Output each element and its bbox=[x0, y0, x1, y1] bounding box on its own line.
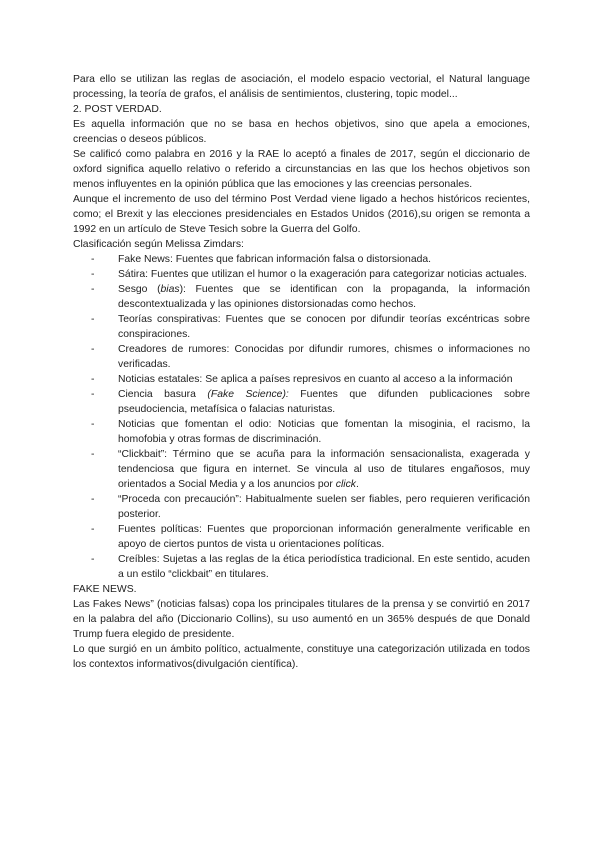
list-item-text: Fuentes políticas: Fuentes que proporcionan información generalmente verificable en apoyo de ciertos puntos de vista u orientaciones políticas. bbox=[118, 524, 530, 550]
list-item-text: Teorías conspirativas: Fuentes que se conocen por difundir teorías excéntricas sobre conspiraciones. bbox=[118, 314, 530, 340]
list-item bbox=[73, 522, 530, 552]
section-heading-post-verdad: 2. POST VERDAD. bbox=[73, 104, 162, 115]
fake-news-paragraph-1: Las Fakes News” (noticias falsas) copa los principales titulares de la prensa y se convirtió en 2017 en la palabra del año (Diccionario Collins), su uso aumentó en un 365% después de que Donald Trump fuera elegido de presidente. bbox=[73, 599, 530, 640]
list-item bbox=[73, 252, 530, 267]
list-item-text: Sesgo ( bbox=[118, 284, 161, 295]
post-verdad-history: Aunque el incremento de uso del término Post Verdad viene ligado a hechos históricos recientes, como; el Brexit y las elecciones presidenciales en Estados Unidos (2016),su origen se remonta a 1992 en un artículo de Steve Tesich sobre la Guerra del Golfo. bbox=[73, 194, 530, 235]
list-item-text: Noticias estatales: Se aplica a países represivos en cuanto al acceso a la información bbox=[118, 374, 513, 385]
list-dash: - bbox=[91, 269, 95, 280]
list-item-italic: click bbox=[335, 479, 356, 490]
list-dash: - bbox=[91, 254, 95, 265]
list-item-text: Ciencia basura bbox=[118, 389, 208, 400]
list-item-text: Noticias que fomentan el odio: Noticias que fomentan la misoginia, el racismo, la homofobia y otras formas de discriminación. bbox=[118, 419, 530, 445]
section-heading-fake-news: FAKE NEWS. bbox=[73, 584, 137, 595]
post-verdad-definition: Es aquella información que no se basa en hechos objetivos, sino que apela a emociones, creencias o deseos públicos. bbox=[73, 119, 530, 145]
list-item bbox=[73, 267, 530, 282]
list-item-text: ): Fuentes que se identifican con la propaganda, la información descontextualizada y las opiniones distorsionadas como hechos. bbox=[118, 284, 530, 310]
list-dash: - bbox=[91, 494, 95, 505]
classification-intro: Clasificación según Melissa Zimdars: bbox=[73, 239, 244, 250]
list-item-text: . bbox=[355, 479, 359, 490]
fake-news-paragraph-2: Lo que surgió en un ámbito político, actualmente, constituye una categorización utilizada en todos los contextos informativos(divulgación científica). bbox=[73, 644, 530, 670]
list-item-text: Fuentes que difunden publicaciones sobre pseudociencia, metafísica o falacias naturistas. bbox=[118, 389, 530, 415]
list-item bbox=[73, 372, 530, 387]
list-item-italic: bias bbox=[160, 284, 180, 295]
list-item-text: Creadores de rumores: Conocidas por difundir rumores, chismes o informaciones no verificadas. bbox=[118, 344, 530, 370]
intro-paragraph: Para ello se utilizan las reglas de asociación, el modelo espacio vectorial, el Natural language processing, la teoría de grafos, el análisis de sentimientos, clustering, topic model... bbox=[73, 74, 530, 100]
list-dash: - bbox=[91, 314, 95, 325]
list-dash: - bbox=[91, 344, 95, 355]
list-item bbox=[73, 312, 530, 342]
list-item bbox=[73, 447, 530, 492]
classification-list bbox=[73, 252, 530, 582]
list-dash: - bbox=[91, 554, 95, 565]
list-item-text: “Clickbait”: Término que se acuña para la información sensacionalista, exagerada y tendenciosa que figura en internet. Se vincula al uso de titulares engañosos, muy orientados a Social Media y a los anuncios por bbox=[118, 449, 530, 490]
list-item bbox=[73, 342, 530, 372]
list-dash: - bbox=[91, 449, 95, 460]
list-item bbox=[73, 387, 530, 417]
list-dash: - bbox=[91, 374, 95, 385]
list-item-text: “Proceda con precaución”: Habitualmente suelen ser fiables, pero requieren verificación posterior. bbox=[118, 494, 530, 520]
post-verdad-origin-rae: Se calificó como palabra en 2016 y la RAE lo aceptó a finales de 2017, según el diccionario de oxford significa aquello relativo o referido a circunstancias en las que los hechos objetivos son menos influyentes en la opinión pública que las emociones y las creencias personales. bbox=[73, 149, 530, 190]
list-item bbox=[73, 417, 530, 447]
list-dash: - bbox=[91, 419, 95, 430]
list-item bbox=[73, 552, 530, 582]
list-item-italic: (Fake Science): bbox=[207, 389, 289, 400]
list-dash: - bbox=[91, 524, 95, 535]
list-item bbox=[73, 492, 530, 522]
list-dash: - bbox=[91, 389, 95, 400]
list-item bbox=[73, 282, 530, 312]
list-item-text: Creíbles: Sujetas a las reglas de la ética periodística tradicional. En este sentido, acuden a un estilo “clickbait” en titulares. bbox=[118, 554, 530, 580]
list-dash: - bbox=[91, 284, 95, 295]
list-item-text: Sátira: Fuentes que utilizan el humor o la exageración para categorizar noticias actuales. bbox=[118, 269, 527, 280]
list-item-text: Fake News: Fuentes que fabrican información falsa o distorsionada. bbox=[118, 254, 432, 265]
